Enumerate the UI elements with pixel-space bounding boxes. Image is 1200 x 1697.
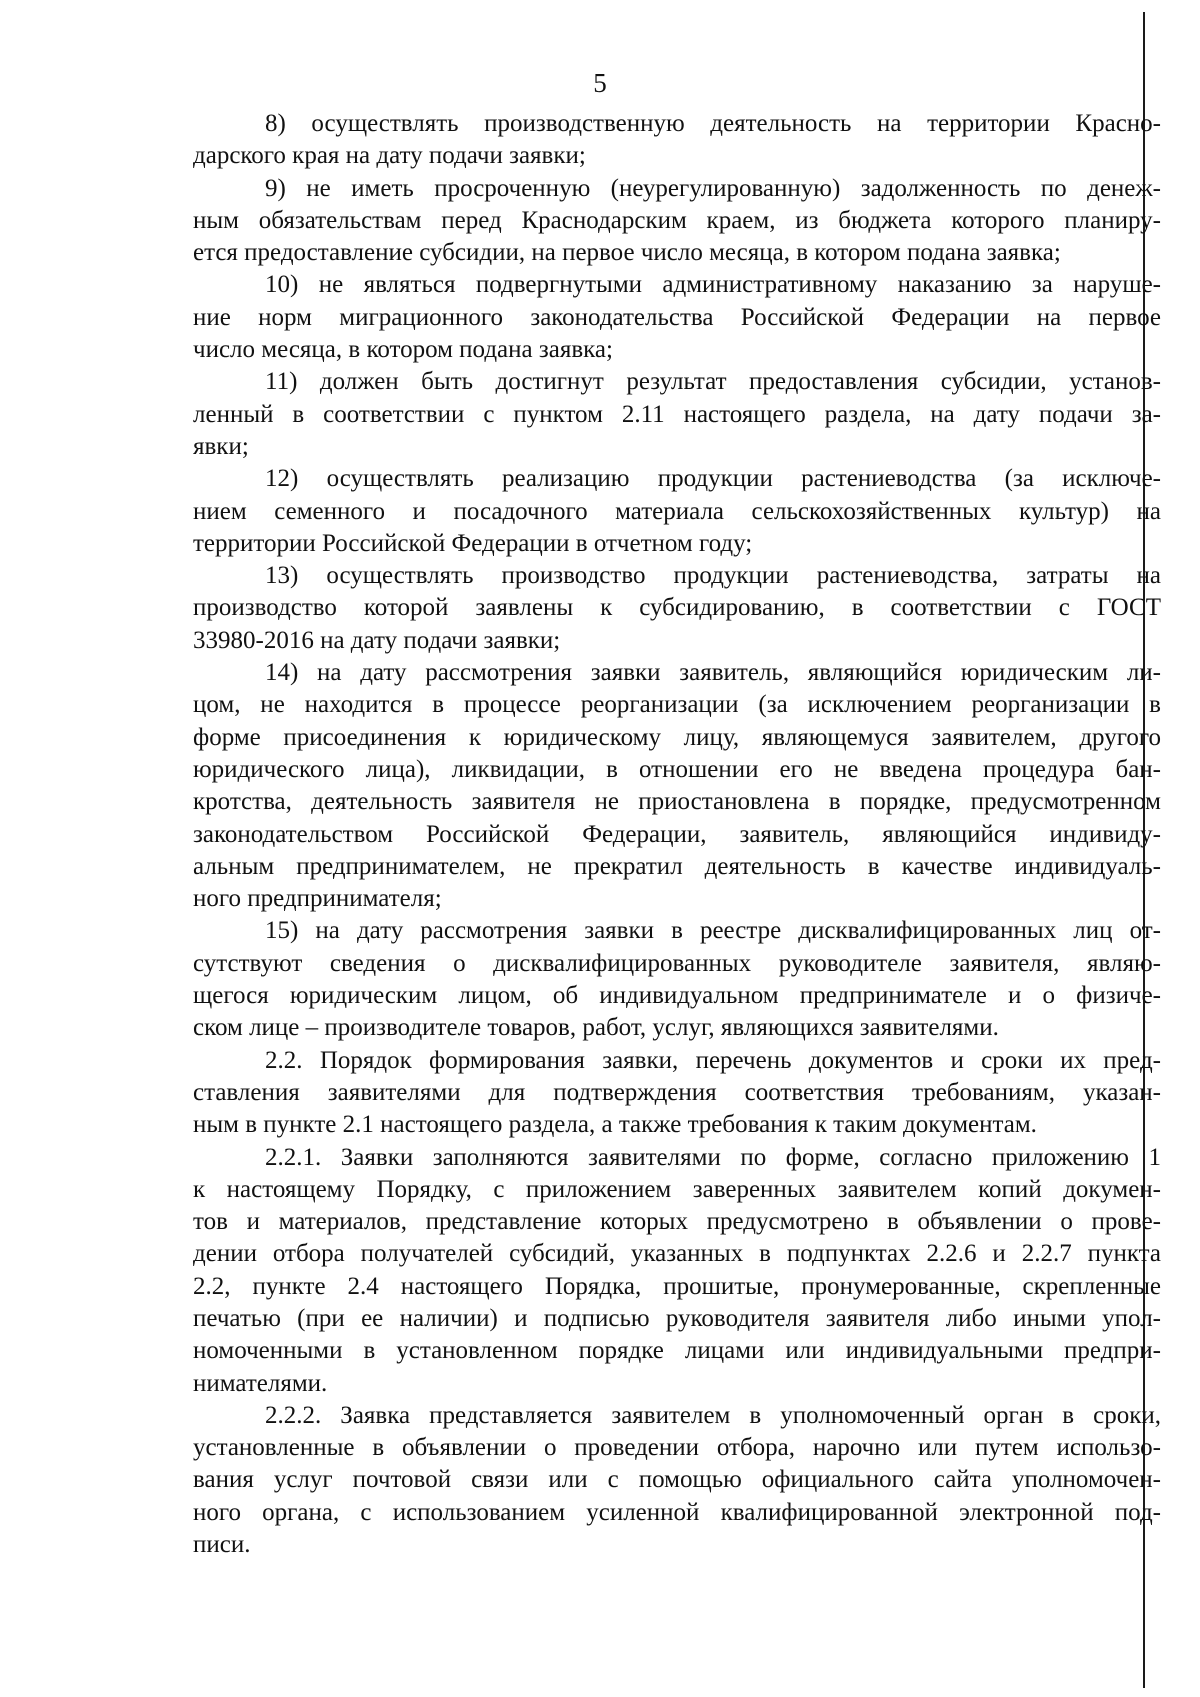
text-line: ется предоставление субсидии, на первое число месяца, в котором подана заявка;: [193, 239, 1061, 267]
text-line: ском лице – производителе товаров, работ, услуг, являющихся заявителями.: [193, 1014, 999, 1042]
text-line: 2.2, пункте 2.4 настоящего Порядка, прошитые, пронумерованные, скрепленные: [193, 1272, 1161, 1300]
page-number: 5: [593, 68, 607, 98]
text-line: ным обязательствам перед Краснодарским краем, из бюджета которого планиру-: [193, 206, 1161, 234]
text-line: 2.2.1. Заявки заполняются заявителями по форме, согласно приложению 1: [265, 1143, 1161, 1171]
text-line: число месяца, в котором подана заявка;: [193, 336, 613, 364]
text-line: ного органа, с использованием усиленной квалифицированной электронной под-: [193, 1498, 1161, 1526]
text-line: явки;: [193, 432, 249, 460]
text-line: ным в пункте 2.1 настоящего раздела, а также требования к таким документам.: [193, 1111, 1037, 1139]
paragraph-p9: [193, 173, 1161, 270]
text-line: 8) осуществлять производственную деятельность на территории Красно-: [265, 110, 1161, 137]
paragraph-p2_2_1: [193, 1142, 1161, 1400]
text-line: территории Российской Федерации в отчетном году;: [193, 529, 753, 557]
text-line: 33980-2016 на дату подачи заявки;: [193, 626, 561, 654]
text-line: щегося юридическим лицом, об индивидуальном предпринимателе и о физиче-: [193, 982, 1161, 1010]
text-line: номоченными в установленном порядке лицами или индивидуальными предпри-: [193, 1337, 1161, 1365]
text-line: 10) не являться подвергнутыми административному наказанию за наруше-: [265, 271, 1161, 299]
text-line: 14) на дату рассмотрения заявки заявитель, являющийся юридическим ли-: [265, 659, 1161, 687]
document-body: [193, 108, 1161, 1561]
text-line: печатью (при ее наличии) и подписью руководителя заявителя либо иными упол-: [193, 1304, 1161, 1332]
text-line: цом, не находится в процессе реорганизации (за исключением реорганизации в: [193, 691, 1161, 719]
paragraph-p11: [193, 366, 1161, 463]
text-line: нимателями.: [193, 1369, 328, 1397]
text-line: дарского края на дату подачи заявки;: [193, 142, 586, 170]
paragraph-p2_2: [193, 1045, 1161, 1142]
text-line: 2.2. Порядок формирования заявки, перечень документов и сроки их пред-: [265, 1046, 1161, 1074]
text-line: кротства, деятельность заявителя не приостановлена в порядке, предусмотренном: [193, 788, 1161, 816]
text-line: ставления заявителями для подтверждения соответствия требованиям, указан-: [193, 1078, 1161, 1106]
text-line: форме присоединения к юридическому лицу, являющемуся заявителем, другого: [193, 723, 1161, 751]
text-line: альным предпринимателем, не прекратил деятельность в качестве индивидуаль-: [193, 852, 1161, 880]
text-line: писи.: [193, 1531, 251, 1559]
paragraph-p14: [193, 657, 1161, 915]
text-line: 15) на дату рассмотрения заявки в реестре дисквалифицированных лиц от-: [265, 917, 1161, 945]
text-line: 12) осуществлять реализацию продукции растениеводства (за исключе-: [265, 465, 1161, 493]
text-line: установленные в объявлении о проведении отбора, нарочно или путем использо-: [193, 1434, 1161, 1462]
text-line: к настоящему Порядку, с приложением заверенных заявителем копий докумен-: [193, 1175, 1161, 1203]
text-line: 2.2.2. Заявка представляется заявителем в уполномоченный орган в сроки,: [265, 1401, 1161, 1429]
paragraph-p10: [193, 269, 1161, 366]
text-line: ного предпринимателя;: [193, 885, 442, 913]
paragraph-p2_2_2: [193, 1400, 1161, 1561]
text-line: сутствуют сведения о дисквалифицированных руководителе заявителя, являю-: [193, 949, 1161, 977]
text-line: ние норм миграционного законодательства Российской Федерации на первое: [193, 303, 1161, 331]
text-line: юридического лица), ликвидации, в отношении его не введена процедура бан-: [193, 755, 1161, 783]
text-line: нием семенного и посадочного материала сельскохозяйственных культур) на: [193, 497, 1161, 525]
paragraph-p8: [193, 108, 1161, 173]
text-line: законодательством Российской Федерации, заявитель, являющийся индивиду-: [193, 820, 1161, 848]
text-line: ленный в соответствии с пунктом 2.11 настоящего раздела, на дату подачи за-: [193, 400, 1161, 428]
text-line: вания услуг почтовой связи или с помощью официального сайта уполномочен-: [193, 1466, 1161, 1494]
paragraph-p13: [193, 560, 1161, 657]
text-line: 13) осуществлять производство продукции растениеводства, затраты на: [265, 562, 1161, 590]
text-line: 11) должен быть достигнут результат предоставления субсидии, установ-: [265, 368, 1161, 396]
paragraph-p15: [193, 915, 1161, 1044]
text-line: 9) не иметь просроченную (неурегулированную) задолженность по денеж-: [265, 174, 1161, 202]
text-line: дении отбора получателей субсидий, указанных в подпунктах 2.2.6 и 2.2.7 пункта: [193, 1240, 1161, 1268]
paragraph-p12: [193, 463, 1161, 560]
text-line: производство которой заявлены к субсидированию, в соответствии с ГОСТ: [193, 594, 1161, 622]
text-line: тов и материалов, представление которых предусмотрено в объявлении о прове-: [193, 1208, 1161, 1236]
